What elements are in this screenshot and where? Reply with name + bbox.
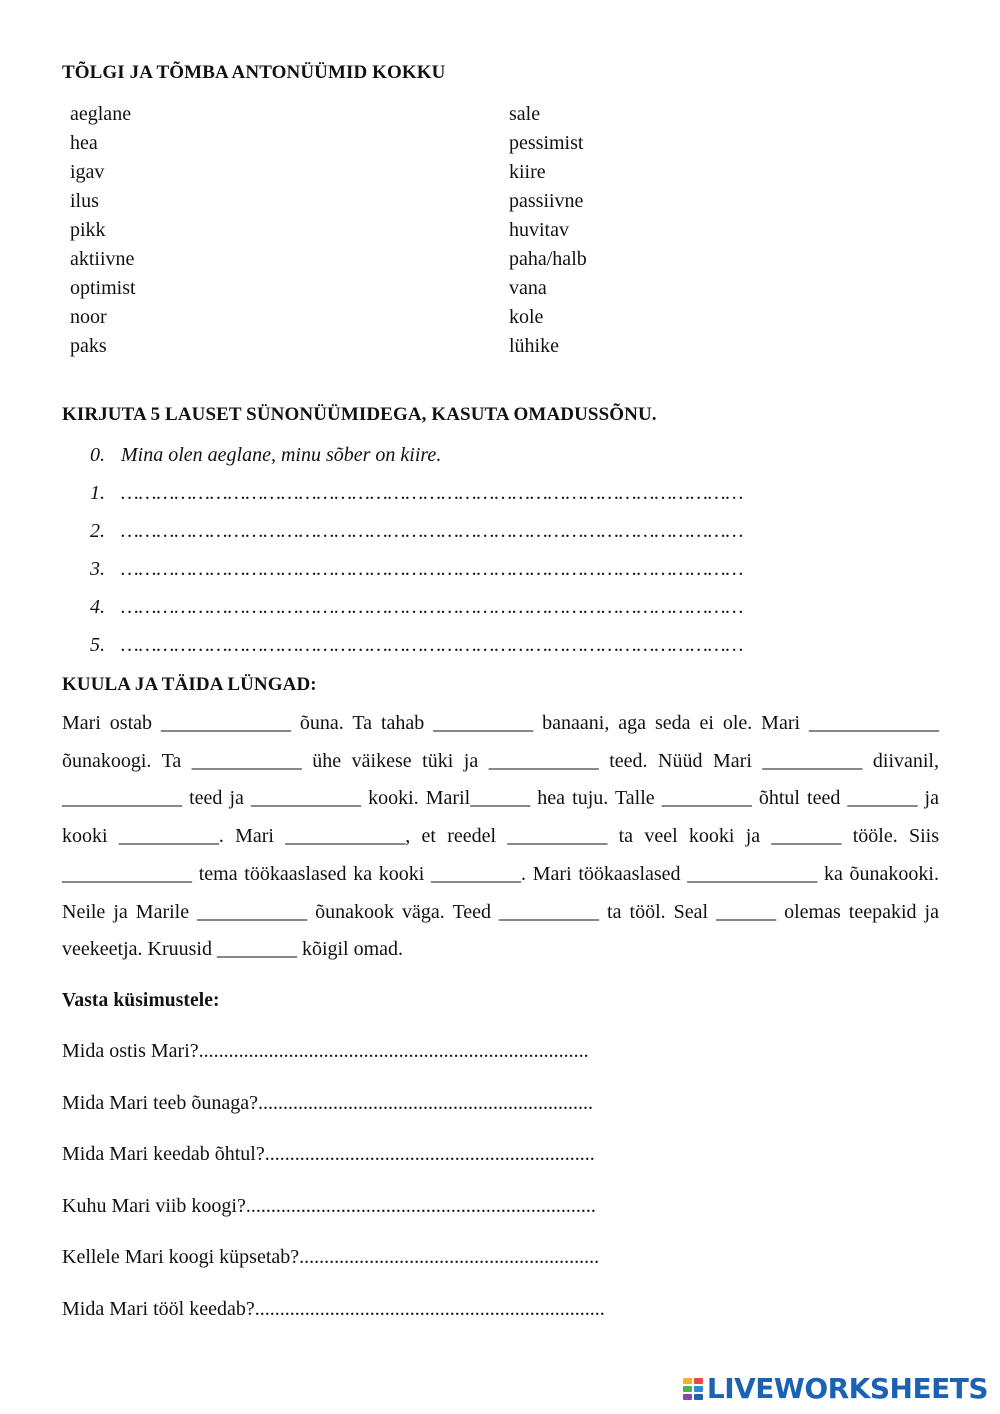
section-title-antonyms: TÕLGI JA TÕMBA ANTONÜÜMID KOKKU xyxy=(62,62,446,83)
word-left[interactable]: pikk xyxy=(70,219,106,241)
section-title-questions: Vasta küsimustele: xyxy=(62,990,220,1011)
sentence-text: Mina olen aeglane, minu sõber on kiire. xyxy=(121,444,442,466)
liveworksheets-wordmark: LIVEWORKSHEETS xyxy=(706,1372,988,1405)
sentence-example xyxy=(90,440,910,478)
word-left[interactable]: hea xyxy=(70,132,98,154)
sentence-number: 2. xyxy=(90,520,105,542)
antonym-left-column xyxy=(70,100,136,361)
sentence-answer-field[interactable]: …………………………………………………………………………………………… xyxy=(121,482,744,504)
word-left[interactable]: paks xyxy=(70,335,107,357)
fill-in-gaps-paragraph[interactable]: Mari ostab _____________ õuna. Ta tahab __________ banaani, aga seda ei ole. Mari _____________ õunakoogi. Ta ___________ ühe väikese tüki ja ___________ teed. Nüüd Mari __________ diivanil, ____________ teed ja ___________ kooki. Maril______ hea tuju. Talle _________ õhtul teed _______ ja kooki __________. Mari ____________, et reedel __________ ta veel kooki ja _______ tööle. Siis _____________ tema töökaaslased ka kooki _________. Mari töökaaslased _____________ ka õunakooki. Neile ja Marile ___________ õunakook väga. Teed __________ ta tööl. Seal ______ olemas teepakid ja veekeetja. Kruusid ________ kõigil omad. xyxy=(62,712,939,961)
sentence-number: 4. xyxy=(90,596,105,618)
word-right[interactable]: passiivne xyxy=(509,190,584,212)
word-right[interactable]: paha/halb xyxy=(509,248,587,270)
liveworksheets-branding[interactable] xyxy=(682,1372,988,1405)
word-left[interactable]: noor xyxy=(70,306,107,328)
question-answer-line[interactable]: Mida Mari keedab õhtul?.................................................................. xyxy=(62,1143,595,1165)
section-title-synonyms: KIRJUTA 5 LAUSET SÜNONÜÜMIDEGA, KASUTA OMADUSSÕNU. xyxy=(62,404,657,425)
word-right[interactable]: vana xyxy=(509,277,547,299)
sentence-line xyxy=(90,592,910,630)
word-left[interactable]: aktiivne xyxy=(70,248,135,270)
word-right[interactable]: pessimist xyxy=(509,132,584,154)
sentence-line xyxy=(90,630,910,668)
word-left[interactable]: igav xyxy=(70,161,105,183)
word-right[interactable]: lühike xyxy=(509,335,559,357)
word-right[interactable]: huvitav xyxy=(509,219,569,241)
sentence-number: 3. xyxy=(90,558,105,580)
sentence-list xyxy=(90,440,910,668)
word-left[interactable]: ilus xyxy=(70,190,99,212)
sentence-answer-field[interactable]: …………………………………………………………………………………………… xyxy=(121,596,744,618)
sentence-answer-field[interactable]: …………………………………………………………………………………………… xyxy=(121,634,744,656)
sentence-number: 0. xyxy=(90,444,105,466)
question-answer-line[interactable]: Mida Mari tööl keedab?...................................................................... xyxy=(62,1297,605,1320)
sentence-line xyxy=(90,554,910,592)
section-title-listening: KUULA JA TÄIDA LÜNGAD: xyxy=(62,674,317,695)
question-list xyxy=(62,1036,605,1345)
question-answer-line[interactable]: Kuhu Mari viib koogi?...................................................................... xyxy=(62,1194,596,1217)
sentence-line xyxy=(90,516,910,554)
question-answer-line[interactable]: Mida ostis Mari?.............................................................................. xyxy=(62,1040,589,1062)
antonym-right-column xyxy=(509,100,587,361)
question-answer-line[interactable]: Mida Mari teeb õunaga?................................................................... xyxy=(62,1091,594,1114)
sentence-number: 5. xyxy=(90,634,105,656)
sentence-number: 1. xyxy=(90,482,105,504)
word-left[interactable]: optimist xyxy=(70,277,136,299)
sentence-answer-field[interactable]: …………………………………………………………………………………………… xyxy=(121,558,744,580)
sentence-answer-field[interactable]: …………………………………………………………………………………………… xyxy=(121,520,744,542)
liveworksheets-logo-icon xyxy=(682,1377,704,1401)
word-left[interactable]: aeglane xyxy=(70,103,132,125)
sentence-line xyxy=(90,478,910,516)
word-right[interactable]: kole xyxy=(509,306,544,328)
word-right[interactable]: sale xyxy=(509,103,541,125)
word-right[interactable]: kiire xyxy=(509,161,546,183)
question-answer-line[interactable]: Kellele Mari koogi küpsetab?............................................................ xyxy=(62,1246,600,1268)
